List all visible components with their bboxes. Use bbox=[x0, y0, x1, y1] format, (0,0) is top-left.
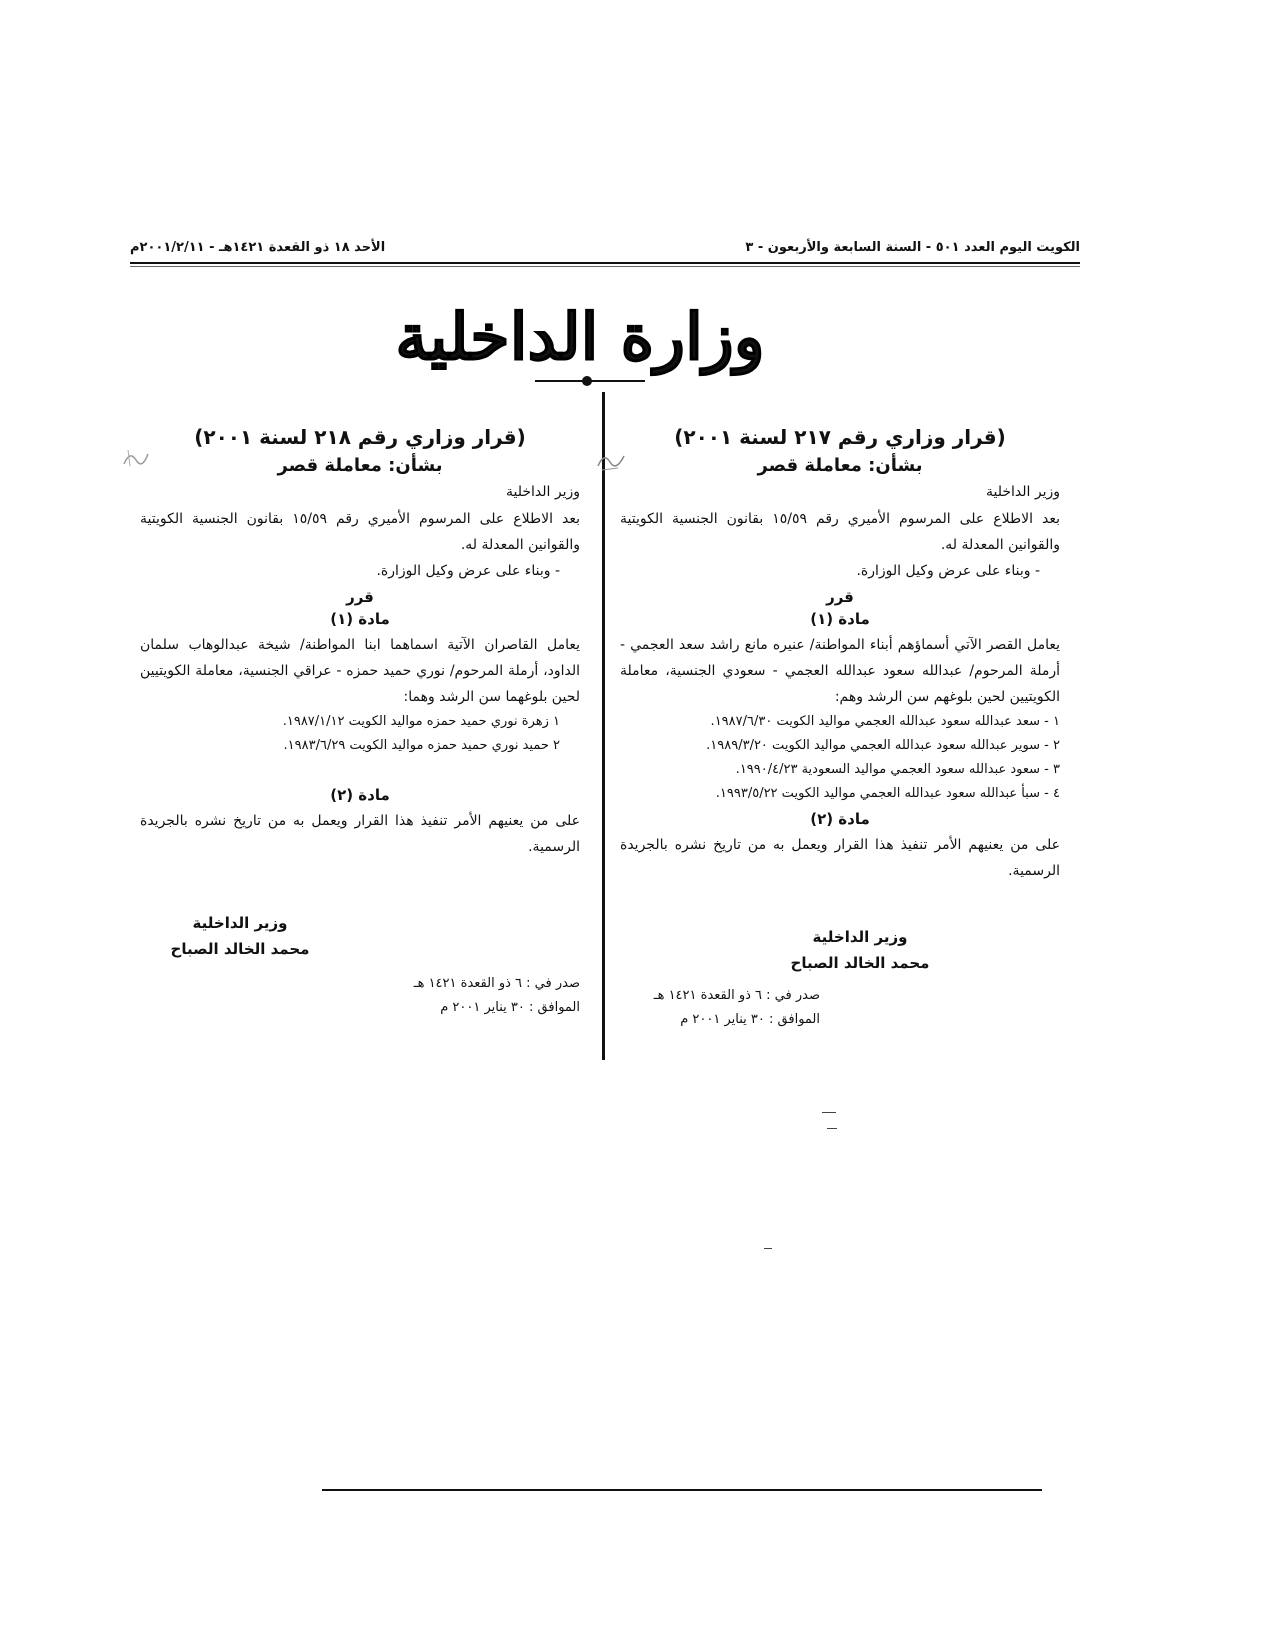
list-item: ١ زهرة نوري حميد حمزه مواليد الكويت ١٩٨٧/١/١٢. bbox=[282, 714, 560, 729]
decree-217 bbox=[620, 425, 1060, 1032]
signature-title: وزير الداخلية bbox=[812, 928, 908, 946]
signature-name: محمد الخالد الصباح bbox=[790, 954, 930, 972]
minister-line: وزير الداخلية bbox=[985, 484, 1060, 500]
corresponding-date: الموافق : ٣٠ يناير ٢٠٠١ م bbox=[440, 1000, 580, 1015]
signature-name: محمد الخالد الصباح bbox=[170, 940, 310, 958]
minister-line: وزير الداخلية bbox=[505, 484, 580, 500]
article-1-text: يعامل القصر الآتي أسماؤهم أبناء المواطنة/ عنيره مانع راشد سعد العجمي - أرملة المرحوم/ عبدالله سعود عبدالله العجمي - سعودي الجنسية، معاملة الكويتيين لحين بلوغهم سن الرشد وهم: bbox=[620, 637, 1060, 705]
ministry-masthead: وزارة الداخلية bbox=[395, 300, 765, 375]
bottom-rule bbox=[322, 1489, 1042, 1491]
handwritten-mark bbox=[120, 446, 150, 470]
article-1-text: يعامل القاصران الآتية اسماهما ابنا المواطنة/ شيخة عبدالوهاب سلمان الداود، أرملة المرحوم/ نوري حميد حمزه - عراقي الجنسية، معاملة الكويتيين لحين بلوغهما سن الرشد وهما: bbox=[140, 637, 580, 705]
article-2-text: على من يعنيهم الأمر تنفيذ هذا القرار ويعمل به من تاريخ نشره بالجريدة الرسمية. bbox=[140, 813, 580, 855]
signature-title: وزير الداخلية bbox=[192, 914, 288, 932]
article-1-heading: مادة (١) bbox=[330, 610, 390, 628]
issued-date: صدر في : ٦ ذو القعدة ١٤٢١ هـ bbox=[413, 976, 580, 991]
decree-218 bbox=[140, 425, 580, 1020]
decree-subject: بشأن: معاملة قصر bbox=[277, 455, 443, 476]
date-header: الأحد ١٨ ذو القعدة ١٤٢١هـ - ٢٠٠١/٢/١١م bbox=[130, 240, 386, 255]
header-rule bbox=[130, 262, 1080, 264]
decree-title: (قرار وزاري رقم ٢١٧ لسنة ٢٠٠١) bbox=[674, 425, 1006, 449]
preamble: بعد الاطلاع على المرسوم الأميري رقم ١٥/٥٩ بقانون الجنسية الكويتية والقوانين المعدلة له. bbox=[620, 511, 1060, 553]
list-item: ٢ - سوير عبدالله سعود عبدالله العجمي مواليد الكويت ١٩٨٩/٣/٢٠. bbox=[706, 738, 1060, 753]
decree-subject: بشأن: معاملة قصر bbox=[757, 455, 923, 476]
decided-heading: قرر bbox=[826, 588, 854, 606]
issue-header: الكويت اليوم العدد ٥٠١ - السنة السابعة والأربعون - ٣ bbox=[745, 240, 1080, 255]
list-item: ١ - سعد عبدالله سعود عبدالله العجمي مواليد الكويت ١٩٨٧/٦/٣٠. bbox=[710, 714, 1060, 729]
scan-mark bbox=[827, 1128, 837, 1129]
preamble: بعد الاطلاع على المرسوم الأميري رقم ١٥/٥٩ بقانون الجنسية الكويتية والقوانين المعدلة له. bbox=[140, 511, 580, 553]
list-item: ٤ - سبأ عبدالله سعود عبدالله العجمي مواليد الكويت ١٩٩٣/٥/٢٢. bbox=[715, 786, 1060, 801]
decree-title: (قرار وزاري رقم ٢١٨ لسنة ٢٠٠١) bbox=[194, 425, 526, 449]
preamble-2: - وبناء على عرض وكيل الوزارة. bbox=[376, 563, 560, 579]
list-item: ٣ - سعود عبدالله سعود العجمي مواليد السعودية ١٩٩٠/٤/٢٣. bbox=[735, 762, 1060, 777]
article-2-heading: مادة (٢) bbox=[330, 786, 390, 804]
scan-mark bbox=[822, 1112, 836, 1113]
list-item: ٢ حميد نوري حميد حمزه مواليد الكويت ١٩٨٣/٦/٢٩. bbox=[283, 738, 560, 753]
scan-mark bbox=[764, 1248, 772, 1249]
column-divider bbox=[602, 392, 605, 1060]
handwritten-mark bbox=[596, 450, 626, 472]
article-2-heading: مادة (٢) bbox=[810, 810, 870, 828]
article-1-heading: مادة (١) bbox=[810, 610, 870, 628]
header-rule-thin bbox=[130, 266, 1080, 267]
decided-heading: قرر bbox=[346, 588, 374, 606]
issued-date: صدر في : ٦ ذو القعدة ١٤٢١ هـ bbox=[653, 988, 820, 1003]
preamble-2: - وبناء على عرض وكيل الوزارة. bbox=[856, 563, 1040, 579]
corresponding-date: الموافق : ٣٠ يناير ٢٠٠١ م bbox=[680, 1012, 820, 1027]
ornament-dot bbox=[582, 376, 592, 386]
article-2-text: على من يعنيهم الأمر تنفيذ هذا القرار ويعمل به من تاريخ نشره بالجريدة الرسمية. bbox=[620, 837, 1060, 879]
